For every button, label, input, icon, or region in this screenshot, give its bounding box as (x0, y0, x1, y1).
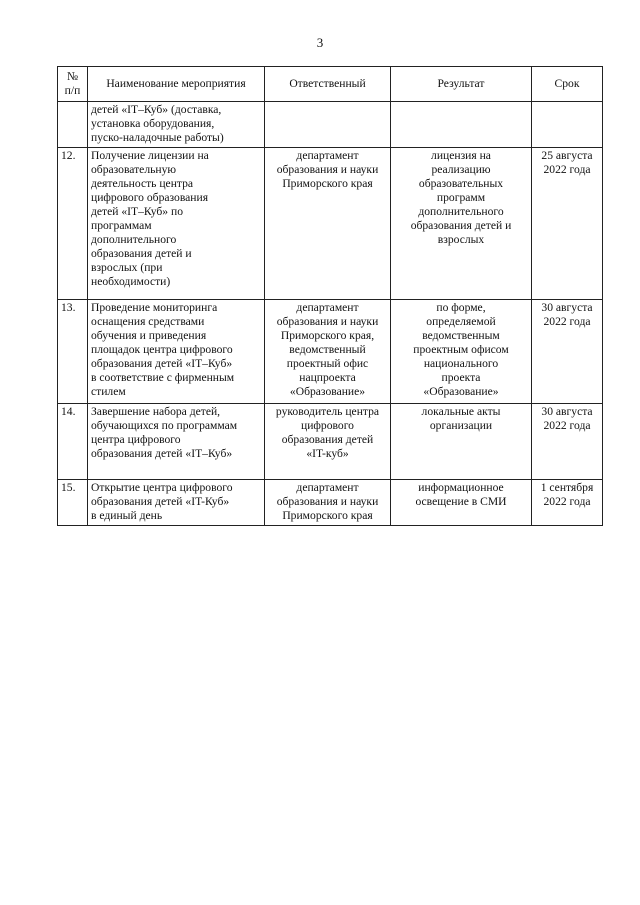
cell-event-name (88, 480, 265, 526)
cell-result-line: локальные акты (421, 405, 501, 418)
cell-responsible (265, 300, 391, 404)
cell-deadline-line: 2022 года (543, 163, 591, 176)
cell-event-name-line: образования детей «IT-Куб» (91, 495, 230, 508)
cell-event-name (88, 102, 265, 148)
cell-event-name-line: стилем (91, 385, 126, 398)
cell-event-name-line: Получение лицензии на (91, 149, 209, 162)
cell-result-line: проектным офисом (413, 343, 509, 356)
cell-result-line: освещение в СМИ (415, 495, 507, 508)
cell-num (58, 102, 88, 148)
cell-deadline-line: 2022 года (543, 495, 591, 508)
cell-event-name-line: детей «IT–Куб» по (91, 205, 183, 218)
cell-event-name-line: деятельность центра (91, 177, 194, 190)
page-number: 3 (316, 35, 324, 50)
cell-responsible-line: департамент (296, 481, 359, 494)
cell-deadline-line: 30 августа (541, 301, 593, 314)
cell-responsible (265, 148, 391, 300)
cell-responsible (265, 102, 391, 148)
cell-responsible-line: департамент (296, 149, 359, 162)
header-num-line: № (66, 70, 79, 83)
cell-deadline (532, 300, 603, 404)
cell-event-name-line: Завершение набора детей, (91, 405, 221, 418)
cell-result-line: ведомственным (422, 329, 500, 342)
cell-event-name-line: оснащения средствами (91, 315, 205, 328)
cell-responsible-line: «Образование» (289, 385, 366, 398)
cell-responsible (265, 480, 391, 526)
cell-deadline (532, 102, 603, 148)
cell-event-name-line: Проведение мониторинга (91, 301, 218, 314)
cell-event-name-line: обучения и приведения (91, 329, 207, 342)
cell-result-line: проекта (441, 371, 481, 384)
table-row (58, 300, 603, 404)
cell-responsible-line: образования и науки (276, 495, 379, 508)
cell-event-name-line: в соответствие с фирменным (91, 371, 235, 384)
cell-responsible-line: Приморского края (282, 177, 373, 190)
cell-event-name-line: Открытие центра цифрового (91, 481, 233, 494)
cell-responsible-line: Приморского края, (280, 329, 375, 342)
header-num (58, 67, 88, 102)
table-row (58, 480, 603, 526)
table-body (58, 102, 603, 526)
cell-event-name (88, 300, 265, 404)
cell-event-name-line: установка оборудования, (91, 117, 215, 130)
cell-event-name-line: цифрового образования (91, 191, 209, 204)
cell-result-line: взрослых (437, 233, 485, 246)
header-responsible: Ответственный (265, 67, 391, 102)
cell-deadline-line: 30 августа (541, 405, 593, 418)
cell-deadline-line: 1 сентября (540, 481, 594, 494)
cell-deadline (532, 148, 603, 300)
table-row (58, 404, 603, 480)
cell-responsible-line: ведомственный (289, 343, 366, 356)
cell-num: 13. (58, 300, 88, 404)
cell-event-name-line: обучающихся по программам (91, 419, 238, 432)
cell-result-line: организации (429, 419, 493, 432)
cell-event-name-line: образовательную (91, 163, 177, 176)
cell-result (391, 300, 532, 404)
cell-result-line: образовательных (418, 177, 504, 190)
cell-deadline-line: 25 августа (541, 149, 593, 162)
cell-responsible (265, 404, 391, 480)
cell-responsible-line: департамент (296, 301, 359, 314)
cell-event-name-line: образования детей «IT–Куб» (91, 447, 233, 460)
cell-result-line: по форме, (436, 301, 486, 314)
cell-responsible-line: образования и науки (276, 163, 379, 176)
cell-event-name-line: в единый день (91, 509, 163, 522)
table-header-row (58, 67, 603, 102)
header-deadline: Срок (532, 67, 603, 102)
cell-result-line: образования детей и (410, 219, 512, 232)
header-name: Наименование мероприятия (88, 67, 265, 102)
cell-event-name-line: детей «IT–Куб» (доставка, (91, 103, 222, 116)
cell-result-line: национального (423, 357, 499, 370)
cell-event-name-line: дополнительного (91, 233, 177, 246)
table-row (58, 148, 603, 300)
cell-event-name-line: взрослых (при (91, 261, 163, 274)
cell-event-name-line: образования детей «IT–Куб» (91, 357, 233, 370)
cell-event-name-line: площадок центра цифрового (91, 343, 233, 356)
cell-responsible-line: образования и науки (276, 315, 379, 328)
cell-result-line: определяемой (426, 315, 496, 328)
cell-result-line: информационное (418, 481, 504, 494)
table-row (58, 102, 603, 148)
cell-responsible-line: Приморского края (282, 509, 373, 522)
cell-num: 15. (58, 480, 88, 526)
cell-responsible-line: образования детей (281, 433, 374, 446)
cell-result-line: программ (436, 191, 486, 204)
cell-event-name (88, 148, 265, 300)
cell-result-line: реализацию (431, 163, 491, 176)
cell-event-name-line: центра цифрового (91, 433, 181, 446)
cell-responsible-line: нацпроекта (299, 371, 356, 384)
cell-result-line: дополнительного (418, 205, 504, 218)
header-num-line: п/п (64, 84, 81, 97)
cell-result (391, 148, 532, 300)
cell-result (391, 480, 532, 526)
cell-event-name-line: образования детей и (91, 247, 192, 260)
cell-result (391, 102, 532, 148)
cell-result (391, 404, 532, 480)
cell-event-name-line: программам (91, 219, 152, 232)
cell-responsible-line: «IT-куб» (306, 447, 349, 460)
cell-result-line: «Образование» (423, 385, 499, 398)
cell-deadline (532, 404, 603, 480)
header-result: Результат (391, 67, 532, 102)
cell-responsible-line: цифрового (301, 419, 354, 432)
cell-deadline-line: 2022 года (543, 419, 591, 432)
cell-result-line: лицензия на (431, 149, 491, 162)
cell-event-name-line: пуско-наладочные работы) (91, 131, 224, 144)
cell-num: 14. (58, 404, 88, 480)
cell-deadline (532, 480, 603, 526)
cell-event-name-line: необходимости) (91, 275, 171, 288)
events-table (57, 66, 603, 526)
cell-num: 12. (58, 148, 88, 300)
cell-responsible-line: проектный офис (286, 357, 369, 370)
cell-responsible-line: руководитель центра (275, 405, 380, 418)
cell-event-name (88, 404, 265, 480)
cell-deadline-line: 2022 года (543, 315, 591, 328)
